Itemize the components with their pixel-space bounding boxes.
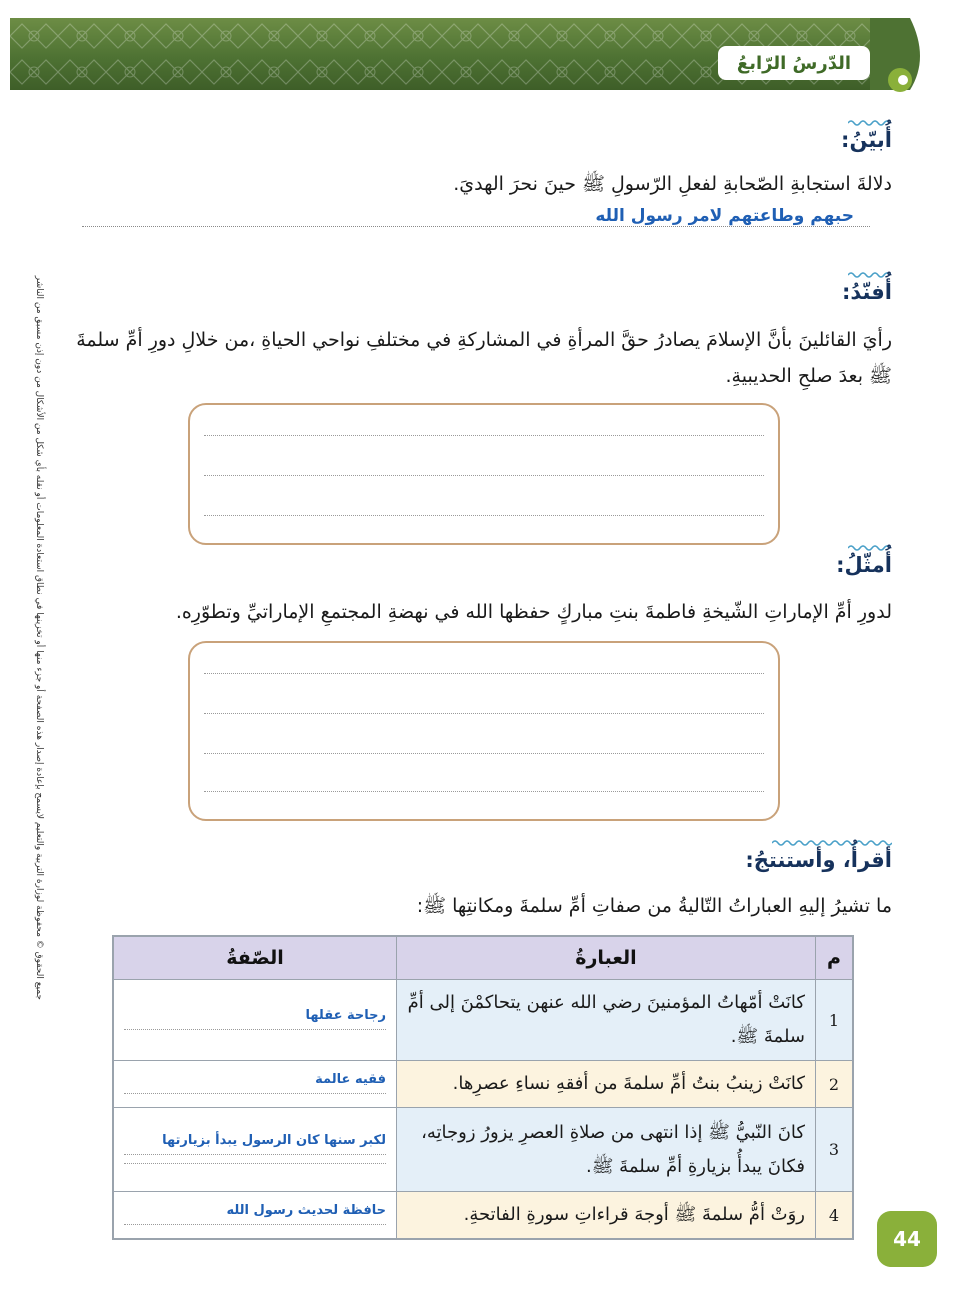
answer-line (124, 1029, 386, 1030)
copyright-note: جميع الحقوق © محفوظة لوزارة التربية والتعليم لايسمح بإعادة إصدار هذه الصفحة أو جزء منها أو تخزينها في نطاق استعادة المعلومات أو نقله بأي شكل من الأشكال من دون إذن مسبق من الناشر (34, 275, 44, 1000)
row-phrase: روَتْ أمُّ سلمةَ ﷺ أوجهَ قراءاتِ سورةِ الفاتحةِ. (397, 1192, 816, 1240)
row-number: 1 (816, 980, 854, 1061)
explain-answer-line[interactable] (82, 226, 870, 227)
table-header-row (113, 936, 853, 980)
header-num: م (816, 936, 854, 980)
row-trait-cell[interactable] (113, 1192, 397, 1240)
read-title: أقرأُ، وأستنتجُ: (745, 848, 892, 872)
row-trait: حافظة لحديث رسول الله (226, 1203, 386, 1218)
example-answer-box[interactable] (188, 641, 780, 821)
row-trait-cell[interactable] (113, 1108, 397, 1192)
wave-decoration-icon (772, 838, 892, 846)
row-number: 3 (816, 1108, 854, 1192)
explain-answer: حبهم وطاعتهم لامر رسول الله (595, 206, 854, 226)
explain-prompt: دلالةَ استجابةِ الصّحابةِ لفعلِ الرّسولِ ﷺ حينَ نحرَ الهديَ. (453, 173, 892, 195)
explain-title: أُبيّنُ: (841, 128, 892, 152)
row-trait: رجاحة عقلها (305, 1008, 386, 1023)
example-title: أُمثّلُ: (836, 553, 892, 577)
answer-line (124, 1154, 386, 1155)
answer-line (204, 515, 764, 516)
wave-decoration-icon (848, 543, 892, 551)
refute-title: أُفنّدُ: (841, 280, 892, 304)
row-trait-cell[interactable] (113, 980, 397, 1061)
read-prompt: ما تشيرُ إليهِ العباراتُ التّاليةُ من صفاتِ أمِّ سلمةَ ومكانتِها ﷺ: (416, 895, 892, 917)
row-number: 2 (816, 1061, 854, 1108)
refute-heading (842, 270, 892, 304)
lesson-label: الدّرسُ الرّابعُ (718, 46, 870, 80)
banner-curl-icon (870, 18, 930, 98)
wave-decoration-icon (848, 270, 892, 278)
row-trait: لكبر سنها كان الرسول يبدأ بزيارتها (162, 1133, 386, 1148)
traits-table (112, 935, 854, 1240)
example-prompt: لدورِ أمِّ الإماراتِ الشّيخةِ فاطمةَ بنتِ مباركٍ حفظها الله في نهضةِ المجتمعِ الإماراتيِّ وتطوّرِه. (175, 601, 892, 623)
answer-line (204, 753, 764, 754)
answer-line (204, 673, 764, 674)
answer-line (124, 1224, 386, 1225)
answer-line (204, 475, 764, 476)
table-row (113, 1061, 853, 1108)
answer-line (204, 713, 764, 714)
refute-answer-box[interactable] (188, 403, 780, 545)
read-heading (745, 838, 892, 872)
answer-line (204, 435, 764, 436)
table-row (113, 1192, 853, 1240)
table-row (113, 980, 853, 1061)
wave-decoration-icon (848, 118, 892, 126)
answer-line (124, 1093, 386, 1094)
example-heading (836, 543, 892, 577)
row-phrase: كانَ النّبيُّ ﷺ إذا انتهى من صلاةِ العصرِ يزورُ زوجاتِه، فكانَ يبدأُ بزيارةِ أمِّ سلمةَ ﷺ. (397, 1108, 816, 1192)
row-phrase: كانَتْ زينبُ بنتُ أمِّ سلمةَ من أفقهِ نساءِ عصرِها. (397, 1061, 816, 1108)
row-trait: فقيه عالمة (315, 1072, 386, 1087)
explain-heading (841, 118, 892, 152)
answer-line (204, 791, 764, 792)
lesson-banner (10, 18, 932, 90)
header-trait: الصّفةُ (113, 936, 397, 980)
header-phrase: العبارةُ (397, 936, 816, 980)
row-phrase: كانَتْ أمّهاتُ المؤمنينَ رضي الله عنهن يتحاكمْنَ إلى أمِّ سلمةَ ﷺ. (397, 980, 816, 1061)
refute-prompt: رأيَ القائلينَ بأنَّ الإسلامَ يصادرُ حقَّ المرأةِ في المشاركةِ في مختلفِ نواحي الحياةِ ،من خلالِ دورِ أمِّ سلمةَ ﷺ بعدَ صلحِ الحديبيةِ. (76, 329, 892, 387)
row-trait-cell[interactable] (113, 1061, 397, 1108)
page-number: 44 (877, 1211, 937, 1267)
row-number: 4 (816, 1192, 854, 1240)
answer-line (124, 1163, 386, 1164)
table-row (113, 1108, 853, 1192)
